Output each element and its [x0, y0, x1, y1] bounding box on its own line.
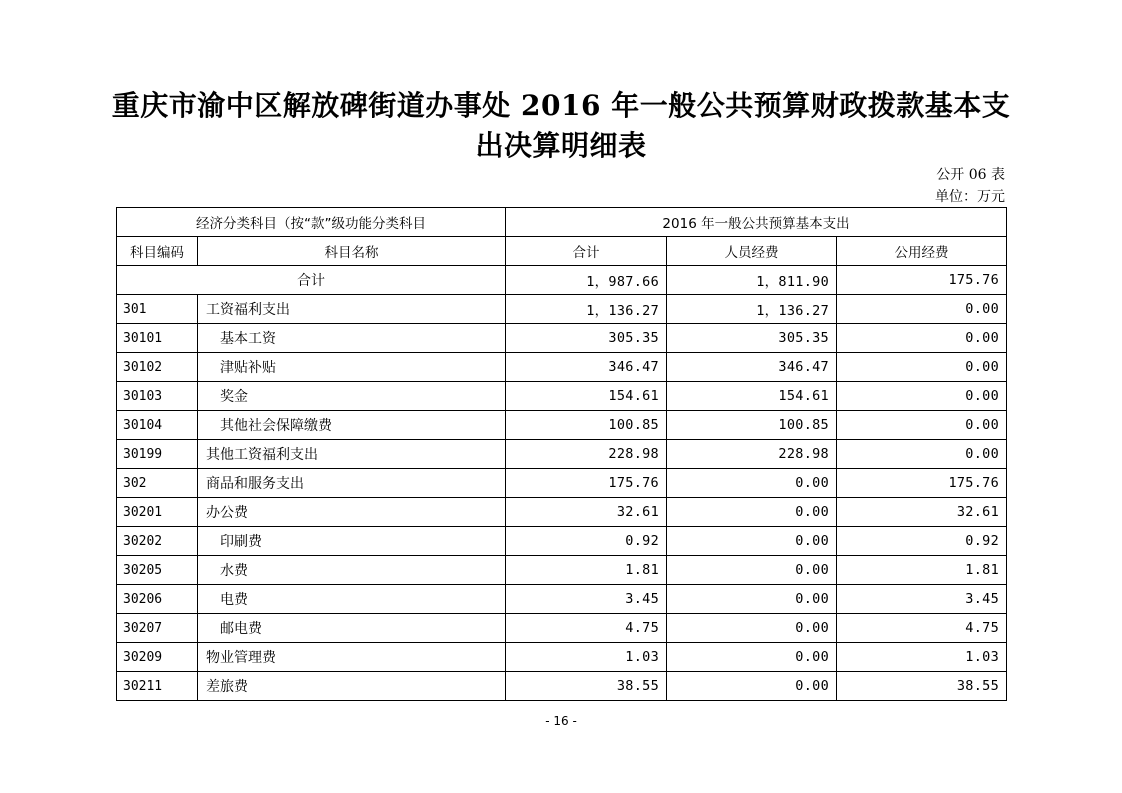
row-total: 1.03 [506, 643, 667, 672]
page-title [0, 86, 1122, 166]
row-public: 0.00 [837, 382, 1007, 411]
row-public: 3.45 [837, 585, 1007, 614]
row-total: 3.45 [506, 585, 667, 614]
row-name: 物业管理费 [198, 643, 506, 672]
row-total: 346.47 [506, 353, 667, 382]
row-name: 印刷费 [198, 527, 506, 556]
total-row-total: 1，987.66 [506, 266, 667, 295]
row-public: 0.00 [837, 411, 1007, 440]
row-name: 邮电费 [198, 614, 506, 643]
row-personnel: 0.00 [667, 585, 837, 614]
table-row [117, 614, 1007, 643]
table-row [117, 498, 1007, 527]
total-row-personnel: 1，811.90 [667, 266, 837, 295]
column-header-public: 公用经费 [837, 237, 1007, 266]
row-total: 1.81 [506, 556, 667, 585]
row-public: 0.00 [837, 353, 1007, 382]
table-row [117, 382, 1007, 411]
table-column-header-row [117, 237, 1007, 266]
total-row-public: 175.76 [837, 266, 1007, 295]
row-code: 30104 [117, 411, 198, 440]
table-row [117, 324, 1007, 353]
row-total: 0.92 [506, 527, 667, 556]
row-public: 1.03 [837, 643, 1007, 672]
row-public: 38.55 [837, 672, 1007, 701]
row-personnel: 305.35 [667, 324, 837, 353]
group-header-expenditure: 2016 年一般公共预算基本支出 [506, 208, 1007, 237]
row-personnel: 228.98 [667, 440, 837, 469]
row-personnel: 346.47 [667, 353, 837, 382]
row-name: 商品和服务支出 [198, 469, 506, 498]
row-total: 100.85 [506, 411, 667, 440]
form-number: 公开 06 表 [936, 167, 1005, 183]
column-header-personnel: 人员经费 [667, 237, 837, 266]
page-number: - 16 - [545, 714, 577, 728]
row-code: 30207 [117, 614, 198, 643]
row-personnel: 0.00 [667, 643, 837, 672]
table-row [117, 295, 1007, 324]
row-code: 30101 [117, 324, 198, 353]
row-total: 1，136.27 [506, 295, 667, 324]
row-personnel: 0.00 [667, 527, 837, 556]
row-name: 电费 [198, 585, 506, 614]
row-name: 津贴补贴 [198, 353, 506, 382]
row-code: 302 [117, 469, 198, 498]
row-total: 305.35 [506, 324, 667, 353]
row-personnel: 0.00 [667, 498, 837, 527]
row-public: 175.76 [837, 469, 1007, 498]
page-title-line-1: 重庆市渝中区解放碑街道办事处 2016 年一般公共预算财政拨款基本支 [111, 89, 1011, 122]
row-personnel: 0.00 [667, 614, 837, 643]
column-header-total: 合计 [506, 237, 667, 266]
table-row [117, 411, 1007, 440]
row-personnel: 0.00 [667, 469, 837, 498]
expenditure-table [116, 207, 1007, 701]
table-row [117, 353, 1007, 382]
table-row [117, 440, 1007, 469]
row-personnel: 0.00 [667, 556, 837, 585]
row-code: 30201 [117, 498, 198, 527]
total-row-label: 合计 [117, 266, 506, 295]
row-public: 0.00 [837, 295, 1007, 324]
row-name: 工资福利支出 [198, 295, 506, 324]
row-public: 0.00 [837, 324, 1007, 353]
row-total: 228.98 [506, 440, 667, 469]
row-code: 30103 [117, 382, 198, 411]
row-name: 奖金 [198, 382, 506, 411]
row-name: 其他社会保障缴费 [198, 411, 506, 440]
row-code: 30206 [117, 585, 198, 614]
row-code: 301 [117, 295, 198, 324]
table-row [117, 527, 1007, 556]
table-row [117, 469, 1007, 498]
row-code: 30202 [117, 527, 198, 556]
column-header-code: 科目编码 [117, 237, 198, 266]
row-total: 175.76 [506, 469, 667, 498]
row-code: 30211 [117, 672, 198, 701]
row-name: 差旅费 [198, 672, 506, 701]
row-total: 32.61 [506, 498, 667, 527]
row-total: 154.61 [506, 382, 667, 411]
page-title-line-2: 出决算明细表 [475, 129, 647, 162]
column-header-name: 科目名称 [198, 237, 506, 266]
row-personnel: 0.00 [667, 672, 837, 701]
row-public: 1.81 [837, 556, 1007, 585]
row-personnel: 100.85 [667, 411, 837, 440]
table-row [117, 585, 1007, 614]
row-personnel: 154.61 [667, 382, 837, 411]
table-row [117, 672, 1007, 701]
row-personnel: 1，136.27 [667, 295, 837, 324]
row-public: 4.75 [837, 614, 1007, 643]
row-code: 30209 [117, 643, 198, 672]
row-public: 0.92 [837, 527, 1007, 556]
row-public: 0.00 [837, 440, 1007, 469]
table-row [117, 556, 1007, 585]
table-row [117, 643, 1007, 672]
row-code: 30205 [117, 556, 198, 585]
group-header-classification: 经济分类科目（按“款”级功能分类科目 [117, 208, 506, 237]
row-total: 38.55 [506, 672, 667, 701]
row-name: 基本工资 [198, 324, 506, 353]
row-code: 30102 [117, 353, 198, 382]
row-name: 其他工资福利支出 [198, 440, 506, 469]
unit-label: 单位：万元 [935, 189, 1005, 205]
total-row [117, 266, 1007, 295]
row-name: 水费 [198, 556, 506, 585]
table-group-header-row [117, 208, 1007, 237]
row-public: 32.61 [837, 498, 1007, 527]
row-code: 30199 [117, 440, 198, 469]
row-name: 办公费 [198, 498, 506, 527]
row-total: 4.75 [506, 614, 667, 643]
